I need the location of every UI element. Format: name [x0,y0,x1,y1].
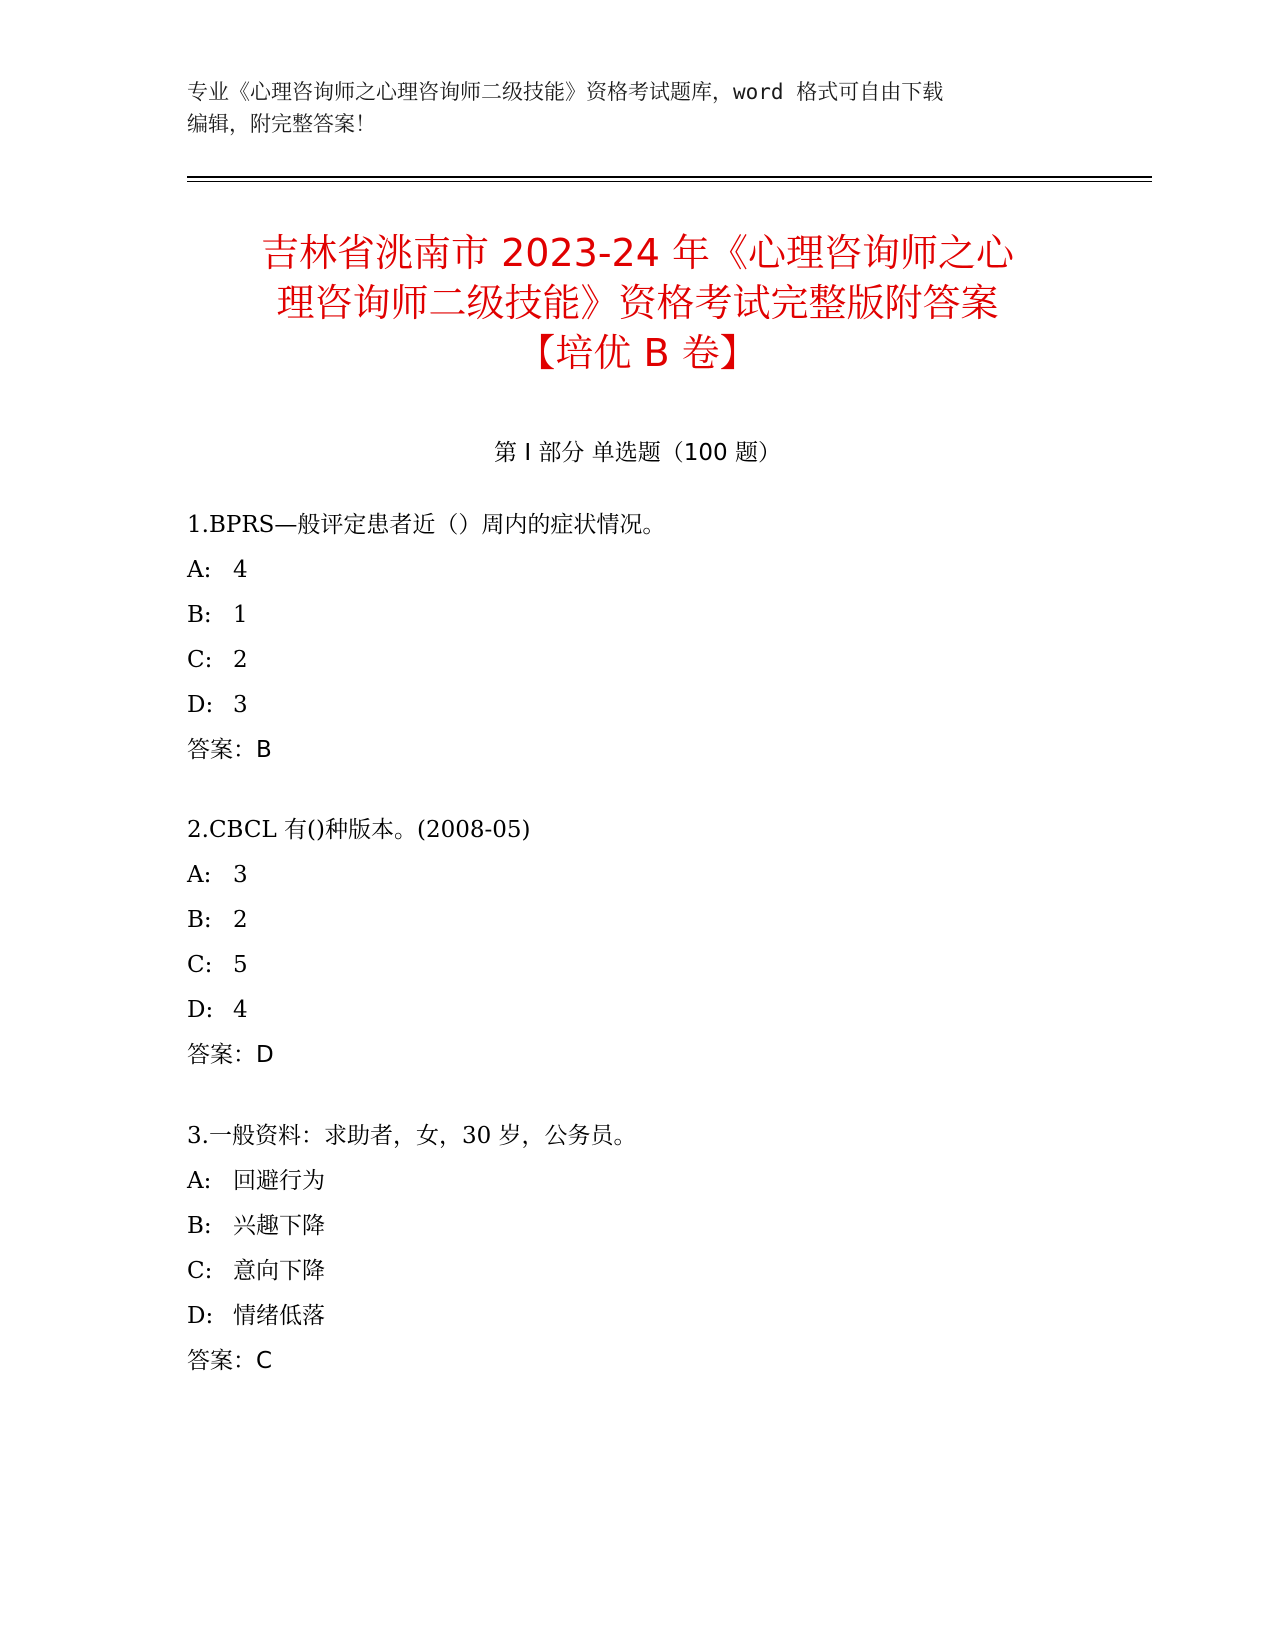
section-heading: 第 I 部分 单选题（100 题） [494,440,781,466]
option-letter: B: [187,907,212,933]
option-b [187,898,1117,943]
option-b [187,593,1117,638]
question-stem: 1.BPRS—般评定患者近（）周内的症状情况。 [187,512,666,538]
option-c [187,943,1117,988]
option-text: 3 [233,692,248,718]
option-letter: A: [187,862,212,888]
option-letter: B: [187,602,212,628]
document-title [150,228,1125,378]
header-note-line-1: 专业《心理咨询师之心理咨询师二级技能》资格考试题库，word 格式可自由下载 [187,80,944,104]
header-divider-thick [187,176,1152,178]
question-stem: 2.CBCL 有()种版本。(2008-05) [187,817,531,843]
document-title-line-1: 吉林省洮南市 2023-24 年《心理咨询师之心 [261,231,1014,275]
answer-line: 答案：C [187,1348,273,1374]
header-divider-thin [187,181,1152,182]
option-d [187,988,1117,1033]
header-note-line-2: 编辑，附完整答案！ [187,112,376,136]
document-title-line-3: 【培优 B 卷】 [517,331,758,375]
option-letter: C: [187,1258,213,1284]
question-stem: 3.一般资料：求助者，女，30 岁，公务员。 [187,1123,637,1149]
question-1 [187,503,1117,773]
option-text: 兴趣下降 [233,1213,325,1239]
option-letter: D: [187,997,214,1023]
option-c [187,1249,1117,1294]
header-note [187,76,1087,140]
option-c [187,638,1117,683]
question-2 [187,808,1117,1078]
option-a [187,1159,1117,1204]
option-letter: C: [187,647,213,673]
option-a [187,853,1117,898]
document-title-line-2: 理咨询师二级技能》资格考试完整版附答案 [276,281,999,325]
option-letter: B: [187,1213,212,1239]
option-text: 2 [233,647,248,673]
option-text: 4 [233,557,248,583]
option-text: 意向下降 [233,1258,325,1284]
option-letter: D: [187,1303,214,1329]
answer-line: 答案：B [187,737,272,763]
question-3 [187,1114,1117,1384]
option-letter: A: [187,557,212,583]
option-d [187,683,1117,728]
option-text: 回避行为 [233,1168,325,1194]
option-letter: A: [187,1168,212,1194]
option-d [187,1294,1117,1339]
option-letter: D: [187,692,214,718]
option-b [187,1204,1117,1249]
answer-line: 答案：D [187,1042,274,1068]
option-text: 3 [233,862,248,888]
option-a [187,548,1117,593]
option-text: 5 [233,952,248,978]
option-text: 2 [233,907,248,933]
option-text: 1 [233,602,248,628]
option-letter: C: [187,952,213,978]
option-text: 4 [233,997,248,1023]
option-text: 情绪低落 [233,1303,325,1329]
